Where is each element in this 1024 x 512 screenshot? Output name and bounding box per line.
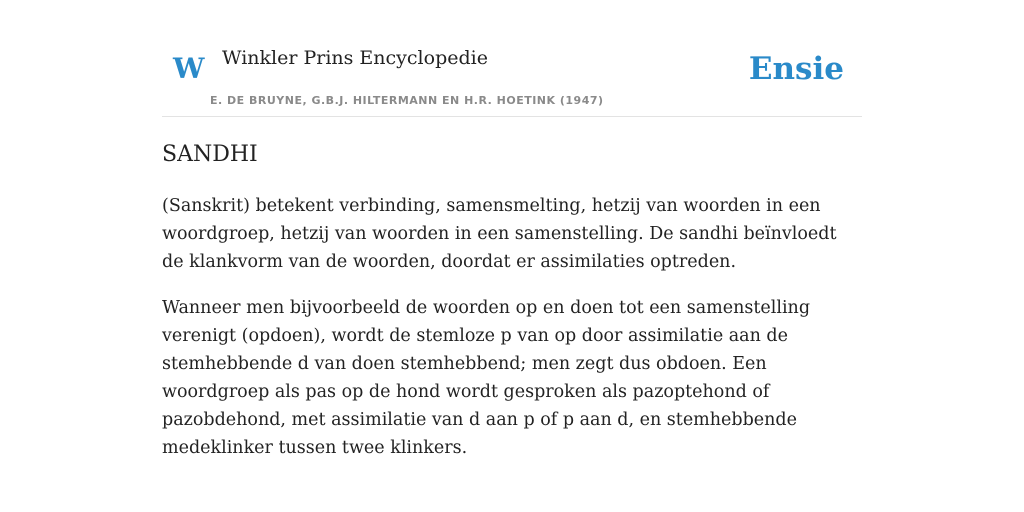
source-authors: E. DE BRUYNE, G.B.J. HILTERMANN EN H.R. HOETINK (1947) xyxy=(210,94,604,107)
source-title[interactable]: Winkler Prins Encyclopedie xyxy=(222,47,488,69)
entry-title: SANDHI xyxy=(162,142,258,167)
page xyxy=(162,0,862,458)
brand-logo[interactable]: Ensie xyxy=(748,51,844,87)
entry-paragraph: Wanneer men bijvoorbeeld de woorden op en doen tot een samenstelling verenigt (opdoen), wordt de stemloze p van op door assimilatie aan de stemhebbende d van doen stemhebbend; men zegt dus obdoen. Een woordgroep als pas op de hond wordt gesproken als pazoptehond of pazobdehond, met assimilatie van d aan p of p aan d, en stemhebbende medeklinker tussen twee klinkers. xyxy=(162,298,811,458)
entry-content xyxy=(162,192,862,480)
source-header xyxy=(162,0,862,117)
source-logo[interactable]: W xyxy=(173,52,205,85)
entry-paragraph: (Sanskrit) betekent verbinding, samensmelting, hetzij van woorden in een woordgroep, hetzij van woorden in een samenstelling. De sandhi beïnvloedt de klankvorm van de woorden, doordat er assimilaties optreden. xyxy=(162,196,837,272)
